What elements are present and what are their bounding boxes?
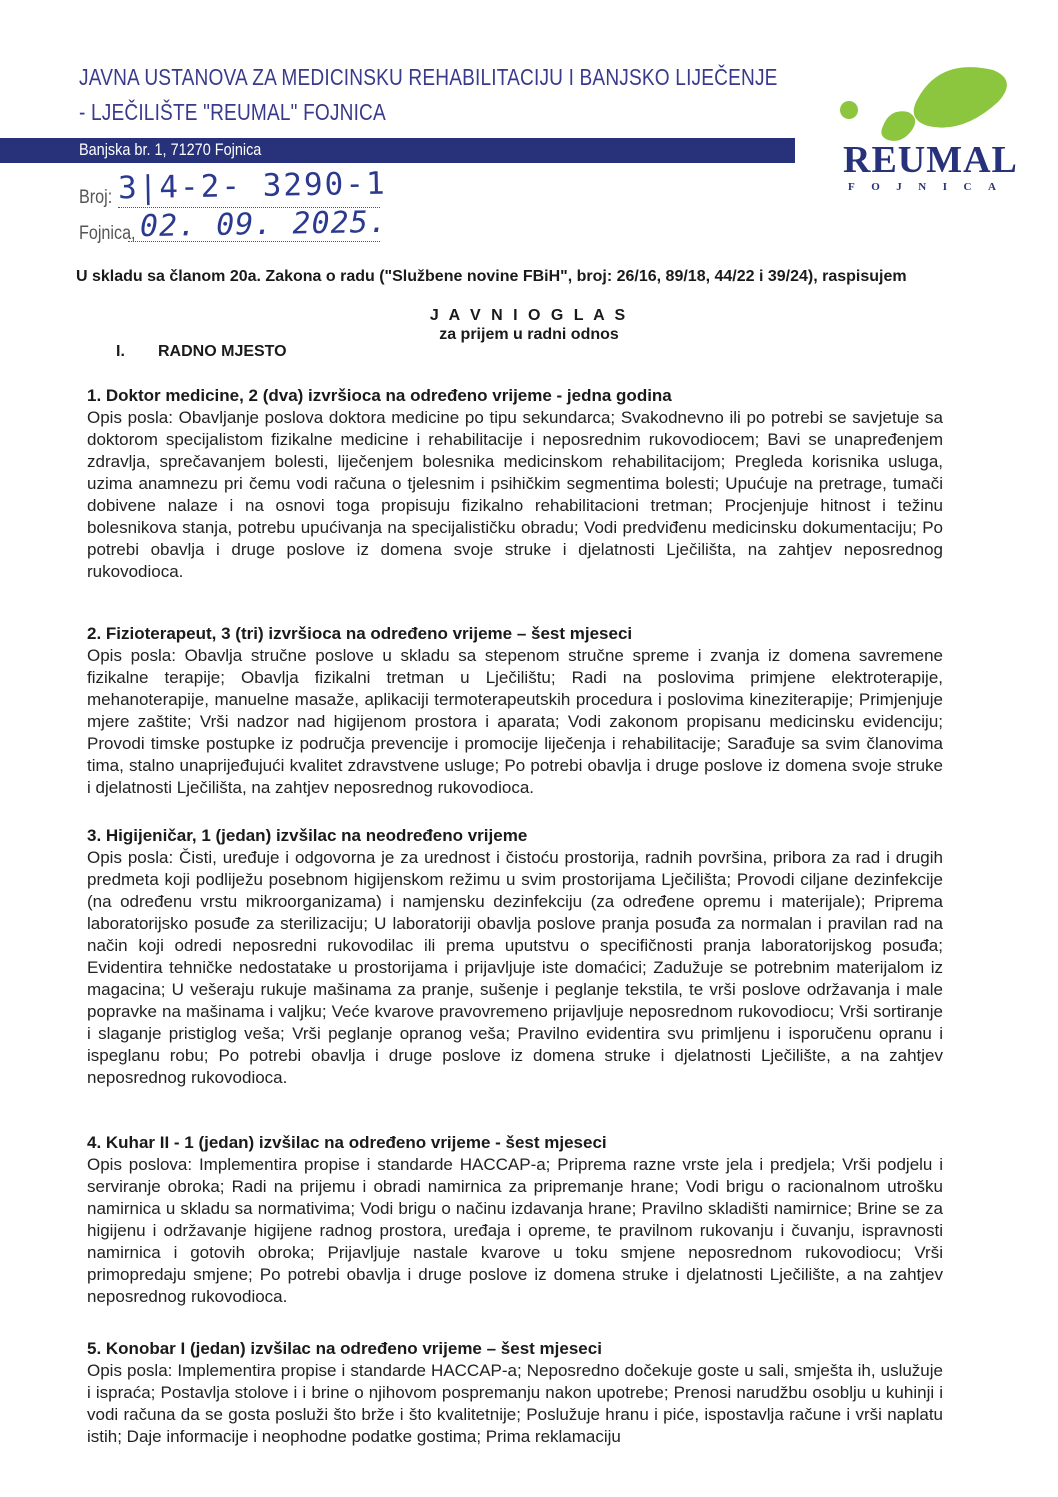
organization-name-line-1: JAVNA USTANOVA ZA MEDICINSKU REHABILITACIJU I BANJSKO LIJEČENJE <box>79 64 778 90</box>
intro-paragraph: U skladu sa članom 20a. Zakona o radu ("Službene novine FBiH", broj: 26/16, 89/18, 44/22 i 39/24), raspisujem <box>76 268 907 285</box>
date-handwritten: 02. 09. 2025. <box>139 204 389 245</box>
position-title: 5. Konobar I (jedan) izvšilac na određeno vrijeme – šest mjeseci <box>87 1339 602 1358</box>
document-title: J A V N I O G L A S <box>429 307 629 324</box>
place-date-label: Fojnica, <box>79 223 136 244</box>
reference-number-handwritten: 3|4-2- 3290-1 <box>117 165 387 207</box>
position-title: 1. Doktor medicine, 2 (dva) izvršioca na određeno vrijeme - jedna godina <box>87 386 672 405</box>
logo-wordmark: REUMAL <box>843 139 1018 181</box>
section-title: RADNO MJESTO <box>158 343 287 360</box>
logo-subtitle: FOJNICA <box>848 181 1013 193</box>
organization-name-line-2: - LJEČILIŠTE "REUMAL" FOJNICA <box>79 99 386 125</box>
position-title: 4. Kuhar II - 1 (jedan) izvšilac na određeno vrijeme - šest mjeseci <box>87 1133 607 1152</box>
position-description: Opis posla: Čisti, uređuje i odgovorna je za urednost i čistoću prostorija, radnih površina, pribora za rad i drugih predmeta koji podliježu posebnom higijenskom režimu u svim prostorijama Lječilišta; Provodi ciljane dezinfekcije (na određenu vrstu mikroorganizama) i namjensku dezinfekciju (za određene opremu i materijale); Priprema laboratorijsko posuđe za sterilizaciju; U laboratoriji obavlja poslove pranja posuđa za normalan i pravilan rad na način koji odredi neposredni rukovodilac ili prema uputstvu o specifičnosti pranja laboratorijskog posuđa; Evidentira tehničke nedostatake u prostorijama i prijavljuje iste domaćici; Zadužuje se potrebnim materijalom iz magacina; U vešeraju rukuje mašinama za pranje, sušenje i peglanje tekstila, te vrši poslove održavanja i male popravke na mašinama i valjku; Veće kvarove pravovremeno prijavljuje neposrednom rukovodiocu; Vrši sortiranje i slaganje pristiglog veša; Vrši peglanje opranog veša; Pravilno evidentira svu primljenu i isporučenu opranu i ispeglanu robu; Po potrebi obavlja i druge poslove iz domena struke i djelatnosti Lječilište, a na zahtjev neposrednog rukovodioca. <box>87 848 943 1087</box>
position-description: Opis posla: Obavlja stručne poslove u skladu sa stepenom stručne spreme i zvanja iz domena savremene fizikalne terapije; Obavlja fizikalni tretman u Lječilištu; Radi na poslovima primjene elektroterapije, mehanoterapije, manuelne masaže, aplikaciji termoterapeutskih procedura i poslovima kineziterapije; Primjenjuje mjere zaštite; Vrši nadzor nad higijenom prostora i aparata; Vodi zakonom propisanu medicinsku evidenciju; Provodi timske postupke iz područja prevencije i promocije liječenja i rehabilitacije; Sarađuje sa svim članovima tima, stalno unaprijeđujući kvalitet zdravstvene usluge; Po potrebi obavlja i druge poslove iz domena svoje struke i djelatnosti Lječilišta, na zahtjev neposrednog rukovodioca. <box>87 646 943 797</box>
document-subtitle: za prijem u radni odnos <box>439 326 619 343</box>
section-heading <box>116 343 287 361</box>
organization-address: Banjska br. 1, 71270 Fojnica <box>79 140 262 159</box>
position-description: Opis posla: Obavljanje poslova doktora medicine po tipu sekundarca; Svakodnevno ili po potrebi se savjetuje sa doktorom specijalistom fizikalne medicine i rehabilitacije i neposrednim rukovodiocem; Bavi se unapređenjem zdravlja, sprečavanjem bolesti, liječenjem bolesnika medicinskom rehabilitacijom; Pregleda korisnika usluga, uzima anamnezu pri čemu vodi računa o tjelesnim i psihičkim segmentima bolesti; Upućuje na pretrage, tumači dobivene nalaze i na osnovi toga propisuju fizikalno rehabilitacioni tretman; Procjenjuje hitnost i težinu bolesnikova stanja, potrebu upućivanja na specijalističku obradu; Vodi predviđenu medicinsku dokumentaciju; Po potrebi obavlja i druge poslove iz domena svoje struke i djelatnosti Lječilišta, na zahtjev neposrednog rukovodioca. <box>87 408 943 581</box>
position-description: Opis posla: Implementira propise i standarde HACCAP-a; Neposredno dočekuje goste u sali, smješta ih, uslužuje i ispraća; Postavlja stolove i i brine o njihovom pospremanju nakon upotrebe; Prenosi narudžbu osoblju u kuhinji i vodi računa da se gosta posluži što brže i što kvalitetnije; Poslužuje hranu i piće, ispostavlja račune i vrši naplatu istih; Daje informacije i neophodne podatke gostima; Prima reklamaciju <box>87 1361 943 1446</box>
section-number: I. <box>116 343 125 360</box>
position-title: 3. Higijeničar, 1 (jedan) izvšilac na neodređeno vrijeme <box>87 826 528 845</box>
address-band <box>0 138 795 163</box>
reference-number-label: Broj: <box>79 187 113 208</box>
position-title: 2. Fizioterapeut, 3 (tri) izvršioca na određeno vrijeme – šest mjeseci <box>87 624 633 643</box>
position-description: Opis poslova: Implementira propise i standarde HACCAP-a; Priprema razne vrste jela i predjela; Vrši podjelu i serviranje obroka; Radi na prijemu i obradi namirnica za pripremanje hrane; Vodi brigu o racionalnom utrošku namirnica u skladu sa normativima; Vodi brigu o načinu izdavanja hrane; Pravilno skladišti namirnice; Brine se za higijenu i održavanje higijene radnog prostora, uređaja i opreme, te pravilnom rukovanju i čuvanju, ispravnosti namirnica i gotovih obroka; Prijavljuje nastale kvarove u toku smjene neposrednom rukovodiocu; Vrši primopredaju smjene; Po potrebi obavlja i druge poslove iz domena struke i djelatnosti Lječilište, a na zahtjev neposrednog rukovodioca. <box>87 1155 943 1306</box>
